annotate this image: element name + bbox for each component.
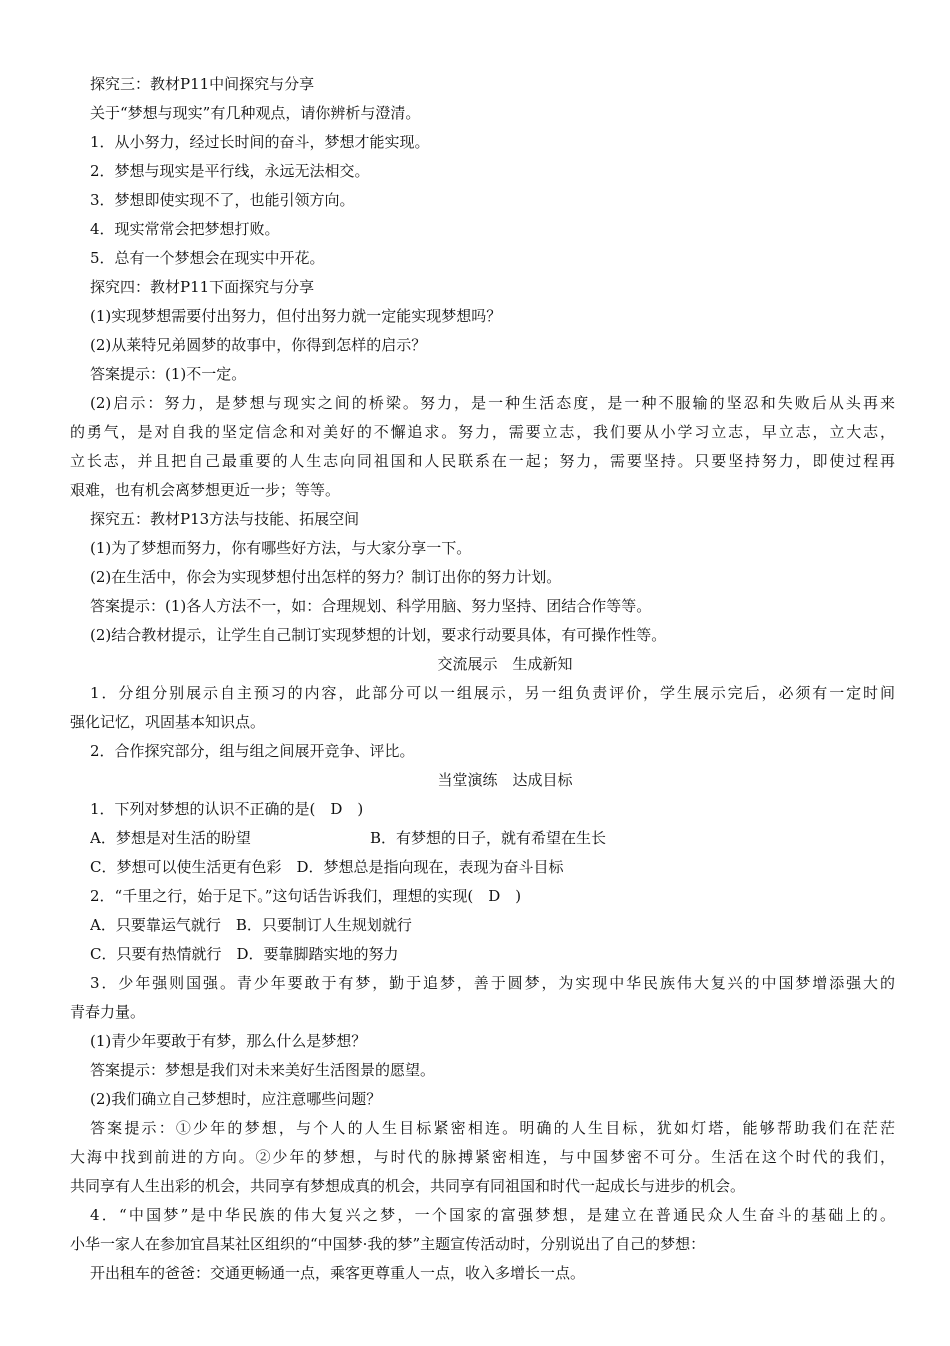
text-line: 4．现实常常会把梦想打败。 xyxy=(90,220,280,238)
text-line: 强化记忆，巩固基本知识点。 xyxy=(70,713,266,731)
text-line: 2．“千里之行，始于足下。”这句话告诉我们，理想的实现( D ) xyxy=(90,887,522,905)
text-line: (2)我们确立自己梦想时，应注意哪些问题？ xyxy=(90,1090,382,1108)
section-heading-text: 交流展示 生成新知 xyxy=(437,655,573,673)
text-line: (2)结合教材提示，让学生自己制订实现梦想的计划，要求行动要具体，有可操作性等。 xyxy=(90,626,667,644)
text-line: A．只要靠运气就行 B．只要制订人生规划就行 xyxy=(90,916,412,934)
text-line: C．只要有热情就行 D．要靠脚踏实地的努力 xyxy=(90,945,399,963)
text-line: 小华一家人在参加宜昌某社区组织的“中国梦·我的梦”主题宣传活动时，分别说出了自己的梦想： xyxy=(70,1235,706,1253)
option-a: A．梦想是对生活的盼望 xyxy=(90,829,251,847)
text-line: 关于“梦想与现实”有几种观点，请你辨析与澄清。 xyxy=(90,104,421,122)
text-line: (1)为了梦想而努力，你有哪些好方法，与大家分享一下。 xyxy=(90,539,472,557)
text-line: (2)从莱特兄弟圆梦的故事中，你得到怎样的启示？ xyxy=(90,336,427,354)
text-line: C．梦想可以使生活更有色彩 D．梦想总是指向现在，表现为奋斗目标 xyxy=(90,858,564,876)
option-b: B．有梦想的日子，就有希望在生长 xyxy=(370,829,607,847)
text-line: 立长志，并且把自己最重要的人生志向同祖国和人民联系在一起；努力，需要坚持。只要坚持努力，即使过程再 xyxy=(70,452,895,470)
text-line: (1)实现梦想需要付出努力，但付出努力就一定能实现梦想吗？ xyxy=(90,307,502,325)
text-line: 5．总有一个梦想会在现实中开花。 xyxy=(90,249,325,267)
text-line: 探究四：教材P11下面探究与分享 xyxy=(90,278,315,296)
text-line: (1)青少年要敢于有梦，那么什么是梦想？ xyxy=(90,1032,367,1050)
text-line: 答案提示：(1)不一定。 xyxy=(90,365,247,383)
text-line: 探究三：教材P11中间探究与分享 xyxy=(90,75,315,93)
text-line: 探究五：教材P13方法与技能、拓展空间 xyxy=(90,510,360,528)
text-line: 艰难，也有机会离梦想更近一步；等等。 xyxy=(70,481,341,499)
text-line: (2)在生活中，你会为实现梦想付出怎样的努力？制订出你的努力计划。 xyxy=(90,568,562,586)
text-line: 4．“中国梦”是中华民族的伟大复兴之梦，一个国家的富强梦想，是建立在普通民众人生奋斗的基础上的。 xyxy=(90,1206,895,1224)
text-line: 共同享有人生出彩的机会，共同享有梦想成真的机会，共同享有同祖国和时代一起成长与进步的机会。 xyxy=(70,1177,746,1195)
text-line: 1．从小努力，经过长时间的奋斗，梦想才能实现。 xyxy=(90,133,430,151)
text-line: 大海中找到前进的方向。②少年的梦想，与时代的脉搏紧密相连，与中国梦密不可分。生活在这个时代的我们， xyxy=(70,1148,895,1166)
text-line: 青春力量。 xyxy=(70,1003,146,1021)
text-line: 1．分组分别展示自主预习的内容，此部分可以一组展示，另一组负责评价，学生展示完后，必须有一定时间 xyxy=(90,684,895,702)
text-line: 答案提示：①少年的梦想，与个人的人生目标紧密相连。明确的人生目标，犹如灯塔，能够帮助我们在茫茫 xyxy=(90,1119,895,1137)
section-heading-text: 当堂演练 达成目标 xyxy=(437,771,573,789)
text-line: 3．少年强则国强。青少年要敢于有梦，勤于追梦，善于圆梦，为实现中华民族伟大复兴的中国梦增添强大的 xyxy=(90,974,895,992)
text-line: 2．梦想与现实是平行线，永远无法相交。 xyxy=(90,162,370,180)
section-heading xyxy=(0,766,950,795)
answer-options-row xyxy=(90,824,895,853)
text-line: (2)启示：努力，是梦想与现实之间的桥梁。努力，是一种生活态度，是一种不服输的坚忍和失败后从头再来 xyxy=(90,394,895,412)
text-line: 2．合作探究部分，组与组之间展开竞争、评比。 xyxy=(90,742,415,760)
text-line: 答案提示：(1)各人方法不一，如：合理规划、科学用脑、努力坚持、团结合作等等。 xyxy=(90,597,652,615)
text-line: 3．梦想即使实现不了，也能引领方向。 xyxy=(90,191,355,209)
text-line: 的勇气，是对自我的坚定信念和对美好的不懈追求。努力，需要立志，我们要从小学习立志，早立志，立大志， xyxy=(70,423,895,441)
text-line: 答案提示：梦想是我们对未来美好生活图景的愿望。 xyxy=(90,1061,436,1079)
text-line: 1．下列对梦想的认识不正确的是( D ) xyxy=(90,800,364,818)
section-heading xyxy=(0,650,950,679)
text-line: 开出租车的爸爸：交通更畅通一点，乘客更尊重人一点，收入多增长一点。 xyxy=(90,1264,586,1282)
